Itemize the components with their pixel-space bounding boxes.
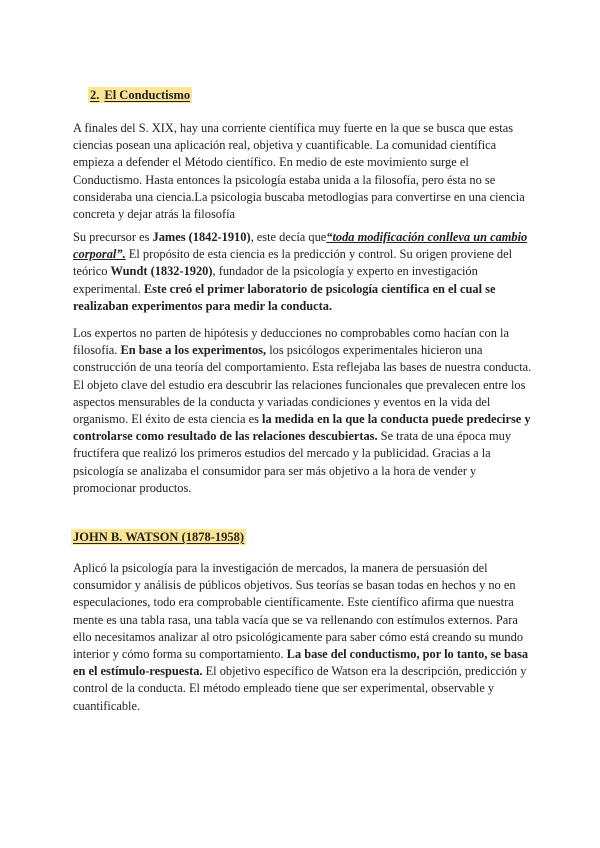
james-name: James (1842-1910) — [152, 230, 251, 244]
p3-text-2: los psicólogos experimentales hicieron una construcción de una teoría del comportamiento. Esta reflejaba las bases de nuestra conducta. El objeto clave del estudio era descubrir las relaciones funcionales que prevalecen entre los aspectos mensurables de la conducta y variadas condiciones y eventos en la vida del organismo. El éxito de esta ciencia es — [73, 343, 532, 427]
paragraph-precursor — [73, 229, 535, 315]
p4-bold-1: La base del conductismo, por lo tanto, se basa en el estímulo-respuesta. — [73, 647, 529, 679]
section-heading-conductismo — [88, 87, 192, 103]
p2-text-4: , fundador de la psicología y experto en investigación experimental. — [73, 264, 478, 296]
section-number: 2. — [90, 88, 100, 102]
p2-text-1: Su precursor es — [73, 230, 153, 244]
p3-bold-2: la medida en la que la conducta puede predecirse y controlarse como resultado de las relaciones descubiertas. — [73, 412, 531, 444]
wundt-name: Wundt (1832-1920) — [110, 264, 213, 279]
watson-title: JOHN B. WATSON (1878-1958) — [73, 530, 245, 544]
paragraph-intro: A finales del S. XIX, hay una corriente científica muy fuerte en la que se busca que estas ciencias posean una aplicación real, objetiva y cuantificable. La comunidad científica empieza a defender el Método científico. En medio de este movimiento surge el Conductismo. Hasta entonces la psicología estaba unida a la filosofía, pero ésta no se consideraba una ciencia.La psicologia buscaba metodlogias para convertirse en una ciencia concreta y dejar atrás la filosofía — [73, 121, 525, 222]
section-title: El Conductismo — [104, 88, 191, 102]
p3-bold-1: En base a los experimentos, — [120, 343, 267, 358]
section-heading-watson — [71, 529, 246, 545]
p4-text-1: Aplicó la psicología para la investigación de mercados, la manera de persuasión del consumidor y análisis de públicos objetivos. Sus teorías se basan todas en hechos y no en especulaciones, todo era comprobable científicamente. Este científico afirma que nuestra mente es una tabla rasa, una tabla vacía que se va rellenando con estímulos externos. Para ello necesitamos analizar al otro psicológicamente para saber cómo está creando su mundo interior y cómo forma su comportamiento. — [73, 561, 524, 662]
p3-text-1: Los expertos no parten de hipótesis y deducciones no comprobables como hacían con la filosofía. — [73, 326, 509, 358]
paragraph-watson — [73, 560, 535, 715]
p2-text-2: , este decía que — [250, 230, 327, 244]
paragraph-experts — [73, 325, 535, 497]
laboratory-statement: Este creó el primer laboratorio de psicología científica en el cual se realizaban experimentos para medir la conducta. — [73, 281, 496, 313]
p4-text-2: El objetivo específico de Watson era la descripción, predicción y control de la conducta. El método empleado tiene que ser experimental, observable y cuantificable. — [73, 664, 527, 713]
p2-text-3: El propósito de esta ciencia es la predicción y control. Su origen proviene del teórico — [73, 247, 513, 279]
james-quote: “toda modificación conlleva un cambio corporal”. — [73, 230, 528, 262]
p3-text-3: Se trata de una época muy fructífera que realizó los primeros estudios del mercado y la publicidad. Gracias a la psicología se analizaba el consumidor para ser más objetivo a la hora de vender y promocionar productos. — [73, 429, 512, 495]
